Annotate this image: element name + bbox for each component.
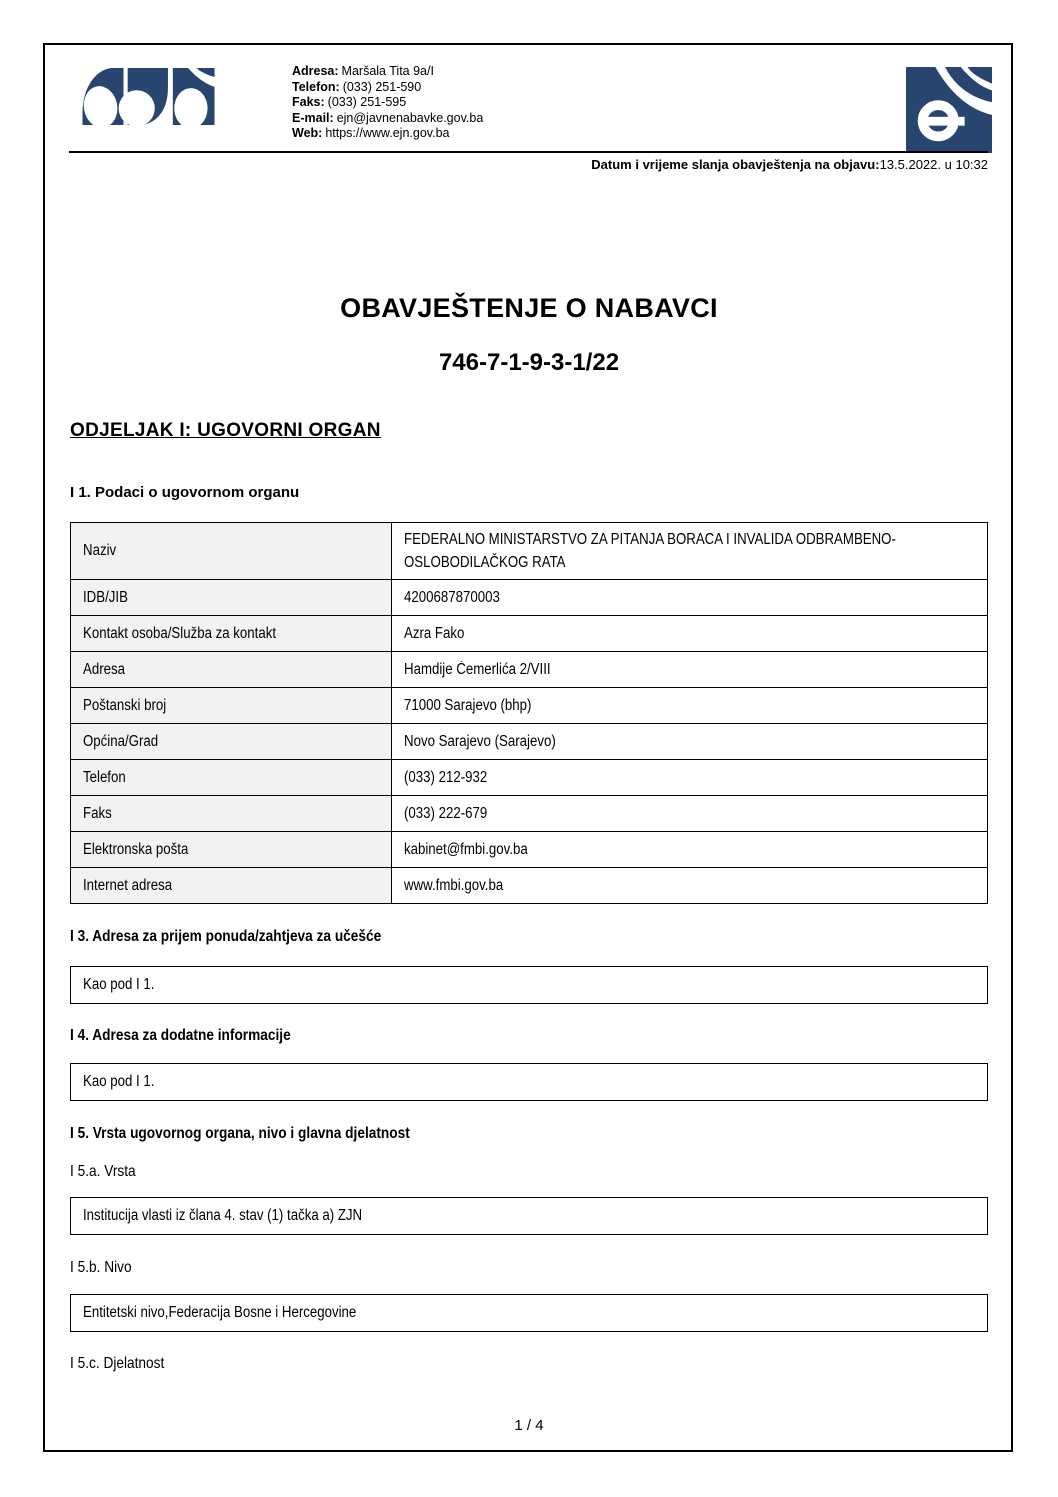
contact-label: Adresa: [292, 64, 339, 78]
row-label: Elektronska pošta [83, 840, 189, 858]
row-value: 4200687870003 [404, 588, 500, 606]
row-value: kabinet@fmbi.gov.ba [404, 840, 528, 858]
row-label: Internet adresa [83, 876, 173, 894]
info-box-i5a [70, 1197, 988, 1235]
table-row [71, 616, 988, 652]
table-row [71, 832, 988, 868]
contact-value: ejn@javnenabavke.gov.ba [336, 110, 484, 125]
document-title: OBAVJEŠTENJE O NABAVCI [340, 293, 718, 323]
row-label: Općina/Grad [83, 732, 159, 750]
table-row [71, 868, 988, 904]
agency-contact-block [292, 64, 483, 142]
section-heading-i5c: I 5.c. Djelatnost [70, 1355, 165, 1372]
info-box-i5b [70, 1294, 988, 1332]
contact-value: https://www.ejn.gov.ba [325, 126, 450, 141]
row-value: (033) 212-932 [404, 768, 488, 786]
row-value: www.fmbi.gov.ba [404, 876, 504, 894]
info-box-text: Entitetski nivo,Federacija Bosne i Hercegovine [83, 1304, 357, 1321]
contracting-authority-table [70, 522, 988, 904]
table-row [71, 760, 988, 796]
contact-value: (033) 251-595 [327, 95, 407, 110]
info-box-text: Kao pod I 1. [83, 1073, 155, 1090]
table-row [71, 688, 988, 724]
row-label: Faks [83, 804, 112, 822]
subsection-i1-heading: I 1. Podaci o ugovornom organu [70, 484, 300, 501]
sent-datetime-value: 13.5.2022. u 10:32 [879, 157, 988, 172]
info-box-text: Kao pod I 1. [83, 976, 155, 993]
row-value: (033) 222-679 [404, 804, 488, 822]
table-row [71, 523, 988, 580]
section-heading-i4: I 4. Adresa za dodatne informacije [70, 1027, 291, 1044]
contact-label: Web: [292, 126, 323, 141]
ejn-emblem-icon [906, 67, 992, 153]
info-box-text: Institucija vlasti iz člana 4. stav (1) tačka a) ZJN [83, 1207, 363, 1224]
ejn-logo [82, 68, 272, 155]
info-box-i4 [70, 1063, 988, 1101]
row-label: Telefon [83, 768, 126, 786]
ejn-logo-icon [82, 68, 272, 150]
row-label: Adresa [83, 660, 126, 678]
header-divider [69, 151, 988, 153]
sent-datetime-line [69, 157, 988, 172]
table-row [71, 652, 988, 688]
contact-line-adresa [292, 64, 483, 80]
row-label: Poštanski broj [83, 696, 167, 714]
contact-label: Faks: [292, 95, 325, 110]
contact-label: E-mail: [292, 110, 334, 125]
ejn-emblem [906, 67, 992, 158]
info-box-i3 [70, 966, 988, 1004]
contact-label: Telefon: [292, 79, 340, 94]
row-label: IDB/JIB [83, 588, 128, 606]
table-row [71, 796, 988, 832]
contact-value: (033) 251-590 [342, 79, 422, 94]
contact-line-web [292, 126, 483, 142]
section-heading-i3: I 3. Adresa za prijem ponuda/zahtjeva za učešće [70, 928, 382, 945]
contact-line-faks [292, 95, 483, 111]
contact-value: Maršala Tita 9a/I [341, 64, 434, 78]
contact-line-telefon [292, 80, 483, 96]
section-heading-i5a: I 5.a. Vrsta [70, 1163, 136, 1180]
row-value: FEDERALNO MINISTARSTVO ZA PITANJA BORACA I INVALIDA ODBRAMBENO-OSLOBODILAČKOG RATA [404, 530, 896, 571]
section-i-heading: ODJELJAK I: UGOVORNI ORGAN [70, 420, 381, 441]
section-heading-i5: I 5. Vrsta ugovornog organa, nivo i glavna djelatnost [70, 1125, 410, 1142]
row-value: 71000 Sarajevo (bhp) [404, 696, 532, 714]
row-value: Novo Sarajevo (Sarajevo) [404, 732, 556, 750]
table-row [71, 724, 988, 760]
row-value: Hamdije Ćemerlića 2/VIII [404, 660, 551, 678]
sent-datetime-label: Datum i vrijeme slanja obavještenja na objavu: [591, 157, 880, 172]
contact-line-email [292, 111, 483, 127]
table-row [71, 580, 988, 616]
section-heading-i5b: I 5.b. Nivo [70, 1259, 132, 1276]
row-value: Azra Fako [404, 624, 465, 642]
row-label: Kontakt osoba/Služba za kontakt [83, 624, 277, 642]
notice-number: 746-7-1-9-3-1/22 [438, 349, 620, 376]
page-number: 1 / 4 [514, 1417, 544, 1434]
row-label: Naziv [83, 542, 117, 559]
